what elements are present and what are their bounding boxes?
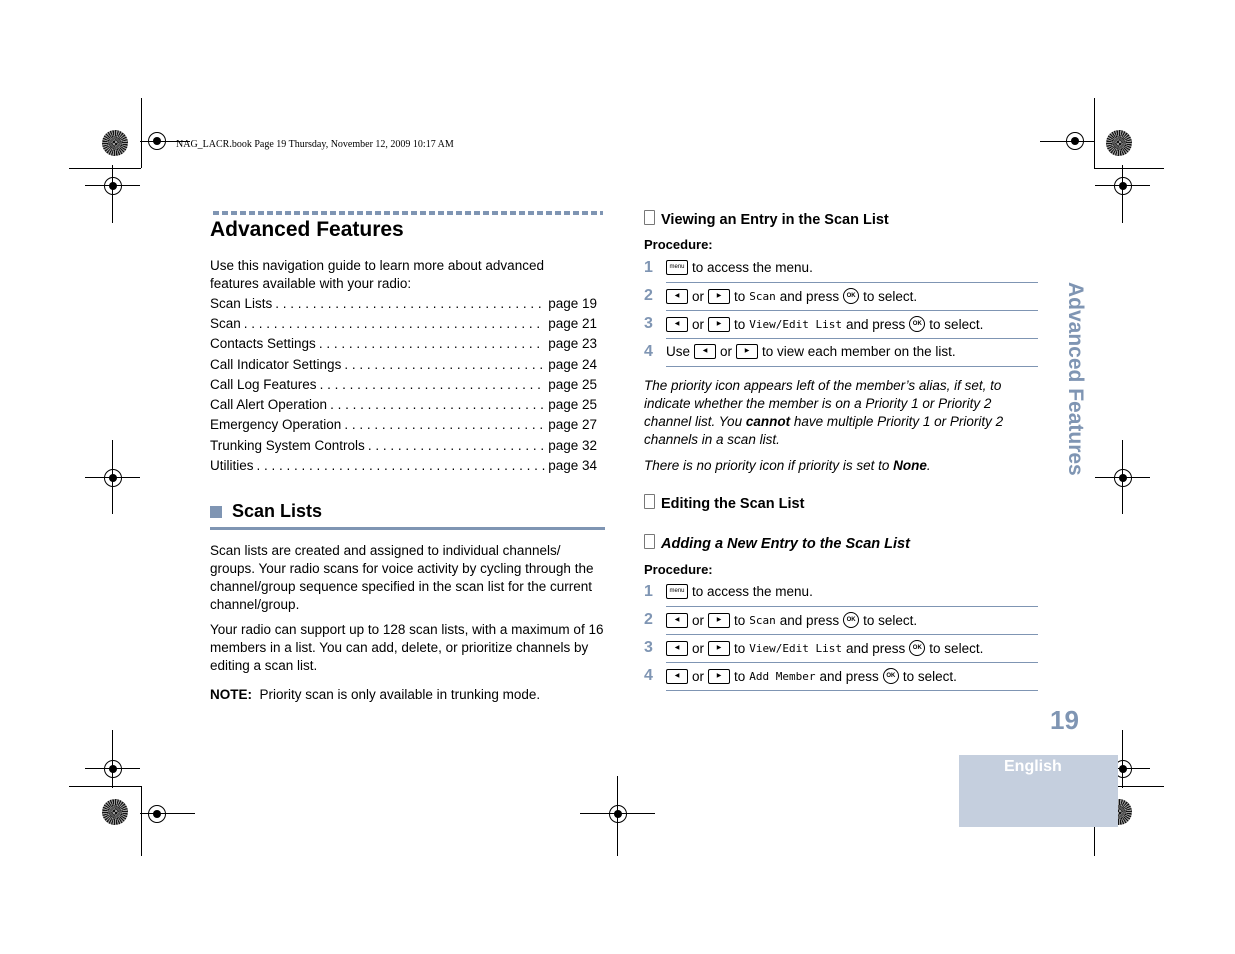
page-number: 19 (1050, 705, 1079, 735)
adding-heading: Adding a New Entry to the Scan List (644, 534, 910, 552)
section-marker-icon (210, 506, 222, 518)
step-number: 3 (644, 315, 653, 332)
color-rosette (1106, 130, 1132, 156)
add-step-1: menu to access the menu. (666, 584, 813, 599)
side-chapter-title: Advanced Features (1064, 282, 1087, 476)
toc-entry-contacts-settings[interactable]: Contacts Settings . . . page 23 (210, 336, 597, 351)
editing-heading: Editing the Scan List (644, 494, 804, 512)
toc-entry-call-indicator-settings[interactable]: Call Indicator Settings . . . page 24 (210, 357, 597, 372)
left-arrow-key-icon: ◀ (694, 344, 716, 359)
menu-key-icon: menu (666, 584, 688, 599)
toc-entry-trunking-system-controls[interactable]: Trunking System Controls . . . page 32 (210, 438, 597, 453)
left-arrow-key-icon: ◀ (666, 669, 688, 684)
note (210, 686, 605, 704)
view-step-3: ◀ or ▶ to View/Edit List and press OK to select. (666, 316, 983, 332)
chapter-title: Advanced Features (210, 218, 404, 241)
document-icon (644, 210, 655, 225)
step-number: 4 (644, 343, 653, 360)
registration-mark (148, 132, 166, 150)
chapter-divider (213, 211, 603, 215)
step-rule (666, 282, 1038, 283)
ok-key-icon: OK (843, 288, 859, 304)
ok-key-icon: OK (843, 612, 859, 628)
right-arrow-key-icon: ▶ (708, 317, 730, 332)
document-icon (644, 534, 655, 549)
toc-entry-call-log-features[interactable]: Call Log Features . . . page 25 (210, 377, 597, 392)
note-label: NOTE: (210, 687, 252, 702)
step-rule (666, 310, 1038, 311)
scan-lists-paragraph-2: Your radio can support up to 128 scan lists, with a maximum of 16 members in a list. You can add, delete, or prioritize channels by editing a scan list. (210, 622, 604, 673)
print-slug: NAG_LACR.book Page 19 Thursday, November 12, 2009 10:17 AM (176, 139, 454, 150)
note-text: Priority scan is only available in trunking mode. (259, 687, 541, 702)
priority-none-note: There is no priority icon if priority is set to None. (644, 458, 931, 473)
registration-mark (609, 805, 627, 823)
view-step-4: Use ◀ or ▶ to view each member on the list. (666, 344, 956, 359)
step-rule (666, 634, 1038, 635)
toc-entry-call-alert-operation[interactable]: Call Alert Operation . . . page 25 (210, 397, 597, 412)
left-arrow-key-icon: ◀ (666, 289, 688, 304)
document-icon (644, 494, 655, 509)
right-arrow-key-icon: ▶ (708, 669, 730, 684)
registration-mark (1114, 177, 1132, 195)
registration-mark (148, 805, 166, 823)
step-rule (666, 690, 1038, 691)
intro-text: Use this navigation guide to learn more about advanced features available with your radio: (210, 258, 544, 291)
toc-entry-utilities[interactable]: Utilities . . . page 34 (210, 458, 597, 473)
toc-entry-scan[interactable]: Scan . . . page 21 (210, 316, 597, 331)
menu-key-icon: menu (666, 260, 688, 275)
toc-entry-scan-lists[interactable]: Scan Lists . . . page 19 (210, 296, 597, 311)
procedure-label: Procedure: (644, 562, 713, 577)
step-number: 1 (644, 583, 653, 600)
step-number: 2 (644, 287, 653, 304)
toc-entry-emergency-operation[interactable]: Emergency Operation . . . page 27 (210, 417, 597, 432)
procedure-label: Procedure: (644, 237, 713, 252)
add-step-3: ◀ or ▶ to View/Edit List and press OK to select. (666, 640, 983, 656)
view-step-1: menu to access the menu. (666, 260, 813, 275)
add-step-2: ◀ or ▶ to Scan and press OK to select. (666, 612, 917, 628)
step-number: 2 (644, 611, 653, 628)
right-arrow-key-icon: ▶ (736, 344, 758, 359)
registration-mark (104, 177, 122, 195)
left-arrow-key-icon: ◀ (666, 641, 688, 656)
step-rule (666, 338, 1038, 339)
ok-key-icon: OK (883, 668, 899, 684)
color-rosette (102, 799, 128, 825)
add-step-4: ◀ or ▶ to Add Member and press OK to select. (666, 668, 957, 684)
section-title: Scan Lists (232, 501, 323, 521)
registration-mark (1114, 469, 1132, 487)
right-arrow-key-icon: ▶ (708, 613, 730, 628)
language-label: English (1004, 758, 1062, 775)
section-rule (210, 527, 605, 530)
registration-mark (1066, 132, 1084, 150)
registration-mark (104, 469, 122, 487)
ok-key-icon: OK (909, 640, 925, 656)
view-step-2: ◀ or ▶ to Scan and press OK to select. (666, 288, 917, 304)
left-arrow-key-icon: ◀ (666, 613, 688, 628)
step-rule (666, 662, 1038, 663)
step-number: 3 (644, 639, 653, 656)
ok-key-icon: OK (909, 316, 925, 332)
priority-note: The priority icon appears left of the member’s alias, if set, to indicate whether the member is on a Priority 1 or Priority 2 channel list. You cannot have multiple Priority 1 or Priority 2 channels in a scan list. (644, 378, 1004, 447)
left-arrow-key-icon: ◀ (666, 317, 688, 332)
step-rule (666, 606, 1038, 607)
right-arrow-key-icon: ▶ (708, 289, 730, 304)
step-number: 4 (644, 667, 653, 684)
registration-mark (104, 760, 122, 778)
scan-lists-paragraph-1: Scan lists are created and assigned to individual channels/ groups. Your radio scans for voice activity by cycling through the channel/group sequence specified in the scan list for the current channel/group. (210, 543, 594, 612)
step-rule (666, 366, 1038, 367)
viewing-heading: Viewing an Entry in the Scan List (644, 210, 889, 228)
color-rosette (102, 130, 128, 156)
step-number: 1 (644, 259, 653, 276)
right-arrow-key-icon: ▶ (708, 641, 730, 656)
